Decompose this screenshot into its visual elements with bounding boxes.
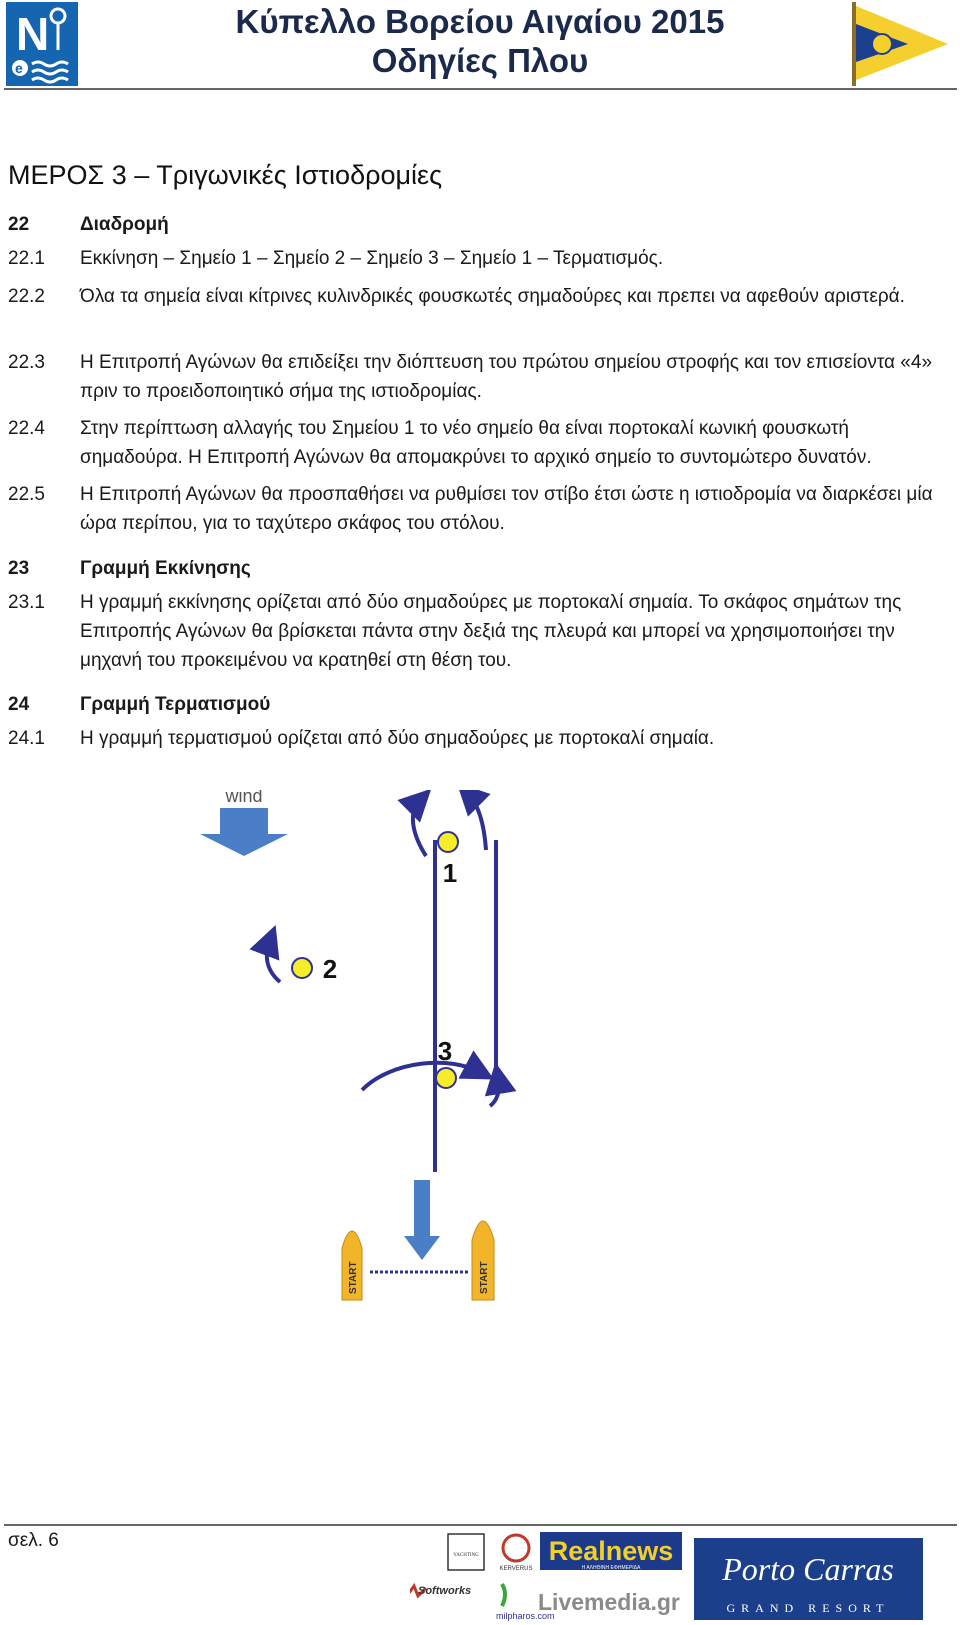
paragraph-text: Η Επιτροπή Αγώνων θα προσπαθήσει να ρυθμίσει τον στίβο έτσι ώστε η ιστιοδρομία να διαρκέσει μία ώρα περίπου, για το ταχύτερο σκάφος του στόλου. [80, 484, 933, 534]
mark1-rounding-arc-right [468, 794, 486, 850]
mark-3-label: 3 [437, 1036, 453, 1066]
mark3-rounding-arc [362, 1063, 480, 1090]
footer-divider [4, 1524, 957, 1526]
paragraph-number: 22.4 [8, 418, 45, 439]
mark2-rounding-arc [267, 940, 280, 982]
svg-text:KERVERUS: KERVERUS [499, 1566, 533, 1572]
sponsor-logos [410, 1530, 955, 1622]
section-number: 22 [8, 214, 30, 235]
svg-text:GRAND RESORT: GRAND RESORT [726, 1601, 890, 1615]
club-logo [6, 2, 78, 86]
paragraph-number: 23.1 [8, 592, 45, 613]
part-title: ΜΕΡΟΣ 3 – Τριγωνικές Ιστιοδρομίες [8, 160, 443, 190]
paragraph-number: 22.1 [8, 248, 45, 269]
svg-text:Η ΑΛΗΘΙΝΗ ΕΦΗΜΕΡΙΔΑ: Η ΑΛΗΘΙΝΗ ΕΦΗΜΕΡΙΔΑ [581, 1565, 641, 1571]
header-divider [4, 88, 957, 90]
wind-arrow-icon [200, 808, 288, 856]
course-diagram [180, 790, 600, 1360]
kerverus-logo [500, 1535, 533, 1572]
course-legs [267, 794, 499, 1172]
svg-text:e: e [15, 60, 23, 76]
paragraph-text: Στην περίπτωση αλλαγής του Σημείου 1 το νέο σημείο θα είναι πορτοκαλί κωνική φουσκωτή σημαδούρα. Η Επιτροπή Αγώνων θα απομακρύνει το αρχικό σημείο το συντομώτερο δυνατόν. [80, 418, 872, 468]
paragraph-number: 22.3 [8, 352, 45, 373]
page-number: σελ. 6 [8, 1530, 59, 1551]
section-number: 23 [8, 558, 30, 579]
svg-text:YACHTING: YACHTING [453, 1553, 479, 1558]
realnews-logo [540, 1532, 682, 1571]
mark1-rounding-arc-left [413, 800, 426, 856]
mark-2-buoy [292, 958, 312, 978]
start-boat-left-label: START [348, 1261, 359, 1294]
yachting-logo [448, 1534, 484, 1570]
svg-text:Porto Carras: Porto Carras [722, 1551, 894, 1587]
title-line-1: Κύπελλο Βορείου Αιγαίου 2015 [235, 3, 725, 40]
section-number: 24 [8, 694, 30, 715]
mark-2-label: 2 [322, 954, 338, 984]
mark-1-buoy [438, 832, 458, 852]
paragraph-text: Η γραμμή εκκίνησης ορίζεται από δύο σημαδούρες με πορτοκαλί σημαία. Το σκάφος σημάτων της Επιτροπής Αγώνων θα βρίσκεται πάντα στην δεξιά της πλευρά και μπορεί να χρησιμοποιήσει την μηχανή του προκειμένου να κρατηθεί στη θέση του. [80, 592, 902, 671]
paragraph-number: 22.5 [8, 484, 45, 505]
paragraph-number: 24.1 [8, 728, 45, 749]
paragraph-text: Εκκίνηση – Σημείο 1 – Σημείο 2 – Σημείο 3 – Σημείο 1 – Τερματισμός. [80, 248, 664, 269]
start-direction-arrow-icon [404, 1180, 440, 1260]
section-title: Γραμμή Εκκίνησης [80, 558, 251, 579]
svg-text:N: N [16, 8, 50, 60]
porto-carras-logo [694, 1538, 923, 1620]
section-title: Γραμμή Τερματισμού [80, 694, 271, 715]
svg-text:Realnews: Realnews [548, 1536, 674, 1566]
paragraph-text: Η γραμμή τερματισμού ορίζεται από δύο σημαδούρες με πορτοκαλί σημαία. [80, 728, 715, 749]
start-boat-left [342, 1231, 362, 1300]
paragraph-number: 22.2 [8, 286, 45, 307]
document-title [160, 2, 800, 80]
pennant-flag-icon [848, 2, 952, 86]
softworks-logo [410, 1585, 471, 1600]
title-line-2: Οδηγίες Πλου [371, 42, 589, 79]
start-boat-right-label: START [479, 1261, 490, 1294]
wind-label: wind [225, 790, 263, 806]
svg-text:Softworks: Softworks [418, 1585, 472, 1597]
livemedia-logo: Livemedia.gr [538, 1589, 680, 1615]
paragraph-text: Όλα τα σημεία είναι κίτρινες κυλινδρικές φουσκωτές σημαδούρες και πρεπει να αφεθούν αριστερά. [80, 286, 905, 307]
svg-text:milpharos.com: milpharos.com [496, 1611, 555, 1621]
section-title: Διαδρομή [80, 214, 169, 235]
mark-1-label: 1 [442, 858, 458, 888]
start-boat-right [472, 1221, 494, 1300]
paragraph-text: Η Επιτροπή Αγώνων θα επιδείξει την διόπτευση του πρώτου σημείου στροφής και τον επισείοντα «4» πριν το προειδοποιητικό σήμα της ιστιοδρομίας. [80, 352, 933, 402]
mark-3-buoy [436, 1068, 456, 1088]
